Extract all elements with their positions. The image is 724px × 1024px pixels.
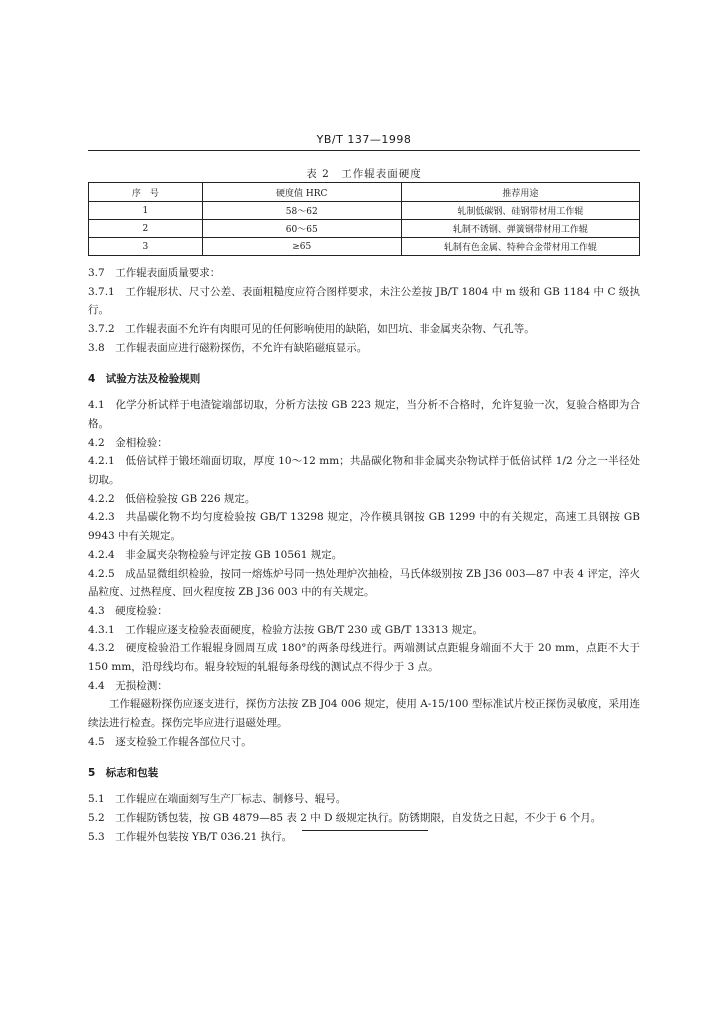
table-cell: ≥65 xyxy=(202,238,401,256)
table-cell: 58～62 xyxy=(202,202,401,220)
column-header-usage: 推荐用途 xyxy=(401,183,639,202)
section-heading-5: 5 标志和包装 xyxy=(88,766,159,779)
clause-4-3: 4.3 硬度检验： xyxy=(88,604,168,617)
header-rule xyxy=(88,150,640,151)
page-header: YB/T 137—1998 xyxy=(316,133,412,146)
table-cell: 1 xyxy=(89,202,203,220)
clause-4-4-body: 工作辊磁粉探伤应逐支进行，探伤方法按 ZB J04 006 规定，使用 A-15/100 型标准试片校正探伤灵敏度，采用连续法进行检查。探伤完毕应进行退磁处理。 xyxy=(88,698,640,730)
section-heading-4: 4 试验方法及检验规则 xyxy=(88,372,201,385)
hardness-table xyxy=(88,182,640,256)
table-header-row xyxy=(89,183,640,202)
clause-3-7: 3.7 工作辊表面质量要求： xyxy=(88,267,221,279)
clause-4-2-1: 4.2.1 低倍试样于锻坯端面切取，厚度 10～12 mm；共晶碳化物和非金属夹杂物试样于低倍试样 1/2 分之一半径处切取。 xyxy=(88,455,640,487)
table-cell: 轧制不锈钢、弹簧钢带材用工作辊 xyxy=(401,220,639,238)
clause-4-2: 4.2 金相检验： xyxy=(88,436,168,449)
table-cell: 轧制有色金属、特种合金带材用工作辊 xyxy=(401,238,639,256)
clause-3-7-1: 3.7.1 工作辊形状、尺寸公差、表面粗糙度应符合图样要求，未注公差按 JB/T 1804 中 m 级和 GB 1184 中 C 级执行。 xyxy=(88,285,640,317)
table-cell: 60～65 xyxy=(202,220,401,238)
table-row xyxy=(89,202,640,220)
clause-3-7-2: 3.7.2 工作辊表面不允许有肉眼可见的任何影响使用的缺陷，如凹坑、非金属夹杂物、气孔等。 xyxy=(88,323,535,336)
column-header-hardness: 硬度值 HRC xyxy=(202,183,401,202)
clause-3-8: 3.8 工作辊表面应进行磁粉探伤，不允许有缺陷磁痕显示。 xyxy=(88,341,368,354)
clause-4-3-1: 4.3.1 工作辊应逐支检验表面硬度，检验方法按 GB/T 230 或 GB/T 13313 规定。 xyxy=(88,623,483,636)
clause-4-5: 4.5 逐支检验工作辊各部位尺寸。 xyxy=(88,735,252,748)
table-row xyxy=(89,238,640,256)
end-rule xyxy=(302,830,428,831)
clause-4-3-2: 4.3.2 硬度检验沿工作辊辊身圆周互成 180°的两条母线进行。两端测试点距辊身端面不大于 20 mm，点距不大于 150 mm，沿母线均布。辊身较短的轧辊每条母线的测试点不得少于 3 点。 xyxy=(88,642,640,674)
clause-4-2-4: 4.2.4 非金属夹杂物检验与评定按 GB 10561 规定。 xyxy=(88,548,343,561)
table-caption: 表 2 工作辊表面硬度 xyxy=(306,168,422,180)
clause-4-4: 4.4 无损检测： xyxy=(88,679,168,692)
clause-5-3: 5.3 工作辊外包装按 YB/T 036.21 执行。 xyxy=(88,830,293,843)
table-cell: 轧制低碳钢、硅钢带材用工作辊 xyxy=(401,202,639,220)
clause-4-2-3: 4.2.3 共晶碳化物不均匀度检验按 GB/T 13298 规定，冷作模具钢按 GB 1299 中的有关规定，高速工具钢按 GB 9943 中有关规定。 xyxy=(88,511,640,543)
table-cell: 3 xyxy=(89,238,203,256)
clause-4-1: 4.1 化学分析试样于电渣锭端部切取，分析方法按 GB 223 规定，当分析不合格时，允许复验一次，复验合格即为合格。 xyxy=(88,399,640,430)
table-row xyxy=(89,220,640,238)
column-header-number: 序 号 xyxy=(89,183,203,202)
body-text xyxy=(88,264,640,846)
clause-5-1: 5.1 工作辊应在端面刻写生产厂标志、制修号、辊号。 xyxy=(88,793,347,806)
clause-4-2-5: 4.2.5 成品显微组织检验，按同一熔炼炉号同一热处理炉次抽检，马氏体级别按 ZB J36 003—87 中表 4 评定，淬火晶粒度、过热程度、回火程度按 ZB J36 003 中的有关规定。 xyxy=(88,567,640,599)
clause-5-2: 5.2 工作辊防锈包装，按 GB 4879—85 表 2 中 D 级规定执行。防锈期限，自发货之日起，不少于 6 个月。 xyxy=(88,811,602,824)
table-cell: 2 xyxy=(89,220,203,238)
clause-4-2-2: 4.2.2 低倍检验按 GB 226 规定。 xyxy=(88,492,256,505)
